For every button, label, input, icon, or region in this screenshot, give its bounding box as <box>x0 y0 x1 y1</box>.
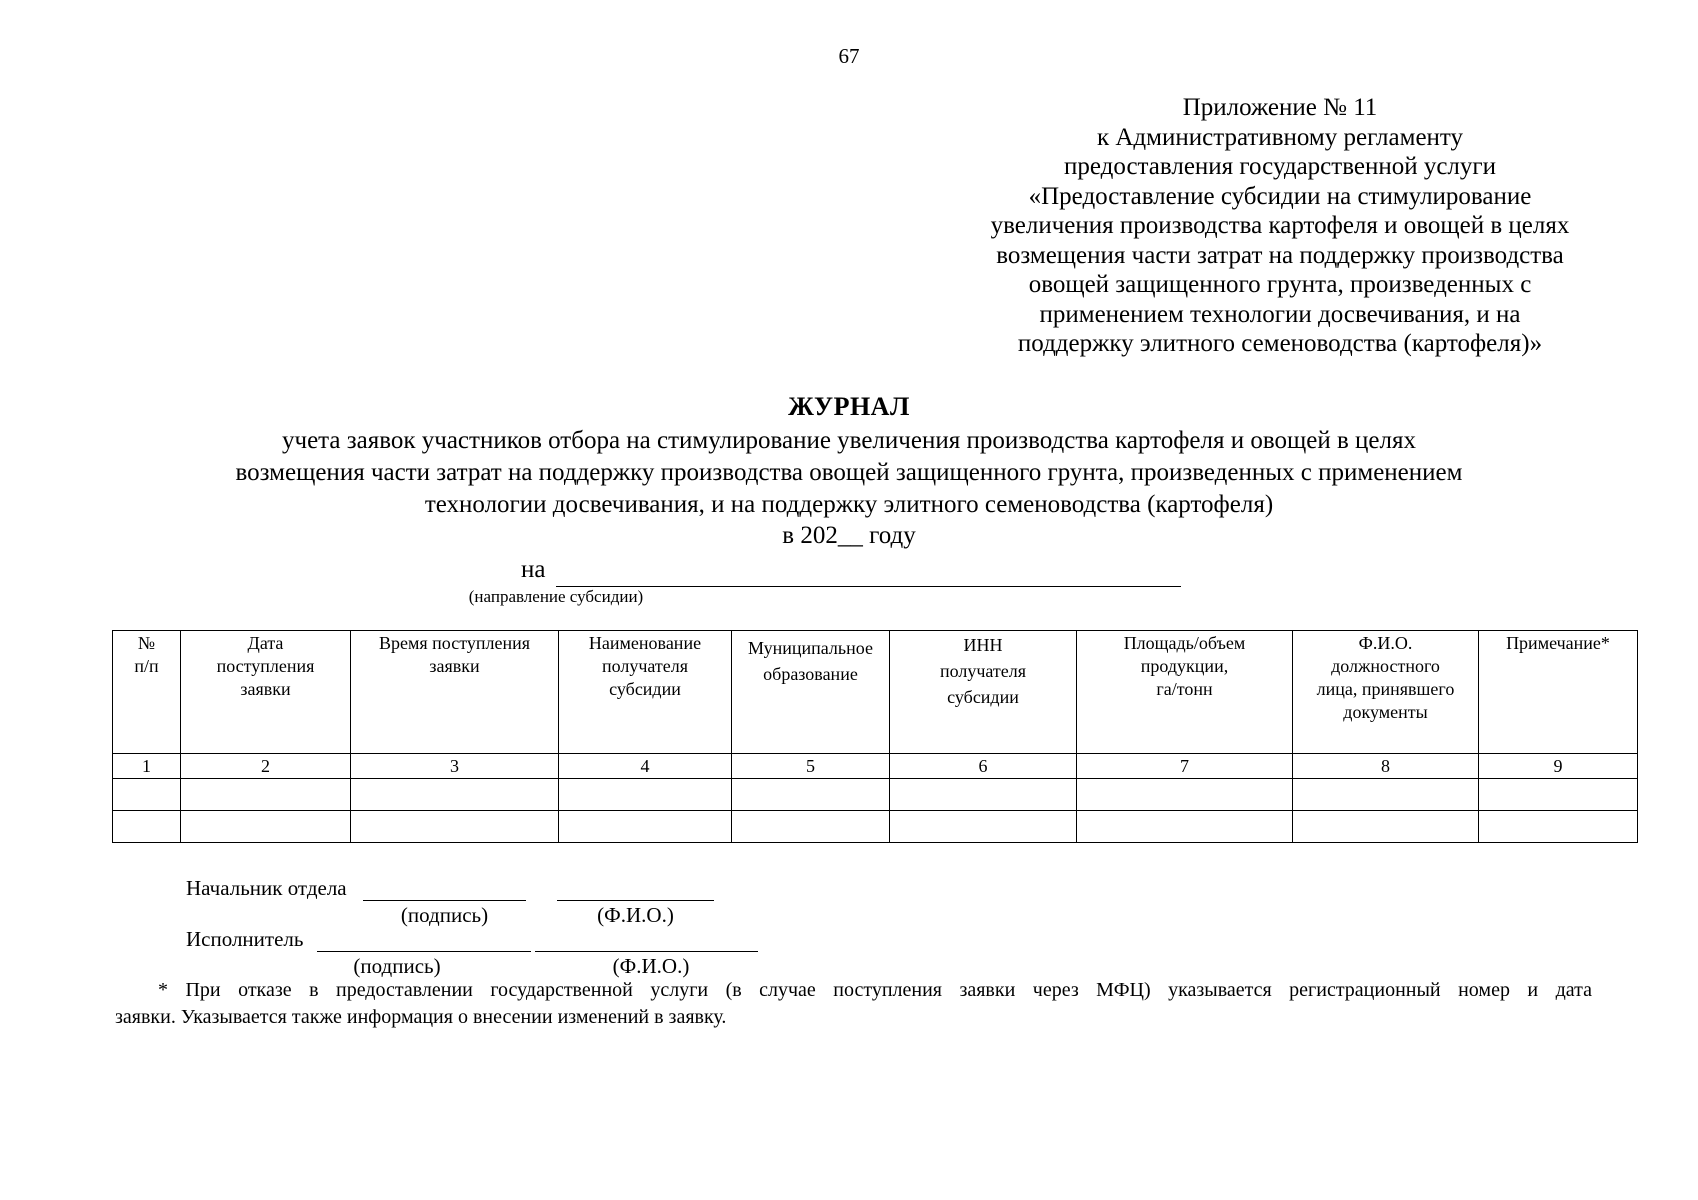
appendix-line: «Предоставление субсидии на стимулирование <box>1028 182 1532 210</box>
column-number: 4 <box>559 754 732 779</box>
table-header-cell <box>1293 631 1479 754</box>
appendix-header <box>900 93 1660 359</box>
signature-head <box>186 876 746 930</box>
appendix-line: применением технологии досвечивания, и на <box>1039 300 1521 328</box>
table-header-cell <box>559 631 732 754</box>
signature-executor <box>186 927 766 981</box>
column-number: 8 <box>1293 754 1479 779</box>
header-label: ИНН получателя субсидии <box>939 635 1027 707</box>
appendix-line: к Административному регламенту <box>1096 123 1464 151</box>
direction-field <box>521 556 1201 588</box>
page-number: 67 <box>838 44 860 68</box>
table-header-cell <box>113 631 181 754</box>
header-label: Муниципальное образование <box>748 638 873 684</box>
direction-prefix: на <box>521 556 546 583</box>
table-cell <box>181 779 351 811</box>
table-cell <box>732 779 890 811</box>
appendix-line: предоставления государственной услуги <box>1063 153 1497 180</box>
journal-subtitle <box>0 425 1698 521</box>
footnote <box>115 977 1592 1031</box>
table-cell <box>1077 811 1293 843</box>
table-row <box>113 811 1638 843</box>
table-cell <box>1479 779 1638 811</box>
journal-subtitle-line: возмещения части затрат на поддержку производства овощей защищенного грунта, произведенных с применением <box>235 459 1463 486</box>
table-cell <box>113 779 181 811</box>
table-cell <box>1293 779 1479 811</box>
table-cell <box>113 811 181 843</box>
table-cell <box>1479 811 1638 843</box>
journal-title: ЖУРНАЛ <box>788 392 910 421</box>
direction-caption: (направление субсидии) <box>468 587 644 606</box>
signature-head-sign-caption: (подпись) <box>400 903 489 927</box>
header-label: Дата поступления заявки <box>216 633 315 699</box>
table-cell <box>559 779 732 811</box>
column-number: 9 <box>1479 754 1638 779</box>
appendix-line: Приложение № 11 <box>1182 94 1378 121</box>
signature-executor-name-line <box>535 951 758 952</box>
table-cell <box>1077 779 1293 811</box>
journal-subtitle-line: учета заявок участников отбора на стимулирование увеличения производства картофеля и овощей в целях <box>282 427 1416 454</box>
appendix-line: поддержку элитного семеноводства (картофеля)» <box>1017 330 1543 357</box>
table-number-row <box>113 754 1638 779</box>
footnote-line: * При отказе в предоставлении государственной услуги (в случае поступления заявки через МФЦ) указывается регистрационный номер и дата <box>158 979 1592 1001</box>
table-header-row <box>113 631 1638 754</box>
table-cell <box>732 811 890 843</box>
table-header-cell <box>1077 631 1293 754</box>
appendix-line: увеличения производства картофеля и овощей в целях <box>990 212 1570 239</box>
table-header-cell <box>890 631 1077 754</box>
column-number: 1 <box>113 754 181 779</box>
header-label: Время поступления заявки <box>378 633 530 676</box>
table-cell <box>181 811 351 843</box>
journal-subtitle-line: технологии досвечивания, и на поддержку элитного семеноводства (картофеля) <box>424 491 1274 518</box>
signature-executor-name-caption: (Ф.И.О.) <box>612 954 690 978</box>
signature-head-sign-line <box>363 900 526 901</box>
journal-table <box>112 630 1638 843</box>
table-header-cell <box>351 631 559 754</box>
column-number: 3 <box>351 754 559 779</box>
signature-executor-sign-line <box>317 951 531 952</box>
table-cell <box>890 811 1077 843</box>
appendix-line: возмещения части затрат на поддержку производства <box>996 241 1564 269</box>
table-header-cell <box>181 631 351 754</box>
table-cell <box>351 779 559 811</box>
column-number: 7 <box>1077 754 1293 779</box>
table-row <box>113 779 1638 811</box>
signature-head-name-line <box>557 900 714 901</box>
header-label: Примечание* <box>1506 633 1610 653</box>
signature-executor-sign-caption: (подпись) <box>353 954 441 978</box>
column-number: 5 <box>732 754 890 779</box>
signature-executor-label: Исполнитель <box>186 927 304 951</box>
journal-year: в 202__ году <box>782 522 916 549</box>
footnote-line: заявки. Указывается также информация о внесении изменений в заявку. <box>115 1006 727 1028</box>
table-cell <box>559 811 732 843</box>
signature-head-name-caption: (Ф.И.О.) <box>597 903 674 927</box>
header-label: № п/п <box>134 633 159 676</box>
column-number: 6 <box>890 754 1077 779</box>
header-label: Площадь/объем продукции, га/тонн <box>1123 633 1246 699</box>
appendix-line: овощей защищенного грунта, произведенных с <box>1028 271 1532 298</box>
table-cell <box>351 811 559 843</box>
header-label: Ф.И.О. должностного лица, принявшего документы <box>1316 633 1455 722</box>
table-header-cell <box>1479 631 1638 754</box>
header-label: Наименование получателя субсидии <box>588 633 702 699</box>
column-number: 2 <box>181 754 351 779</box>
signature-head-label: Начальник отдела <box>186 876 347 900</box>
table-cell <box>890 779 1077 811</box>
table-header-cell <box>732 631 890 754</box>
table-cell <box>1293 811 1479 843</box>
